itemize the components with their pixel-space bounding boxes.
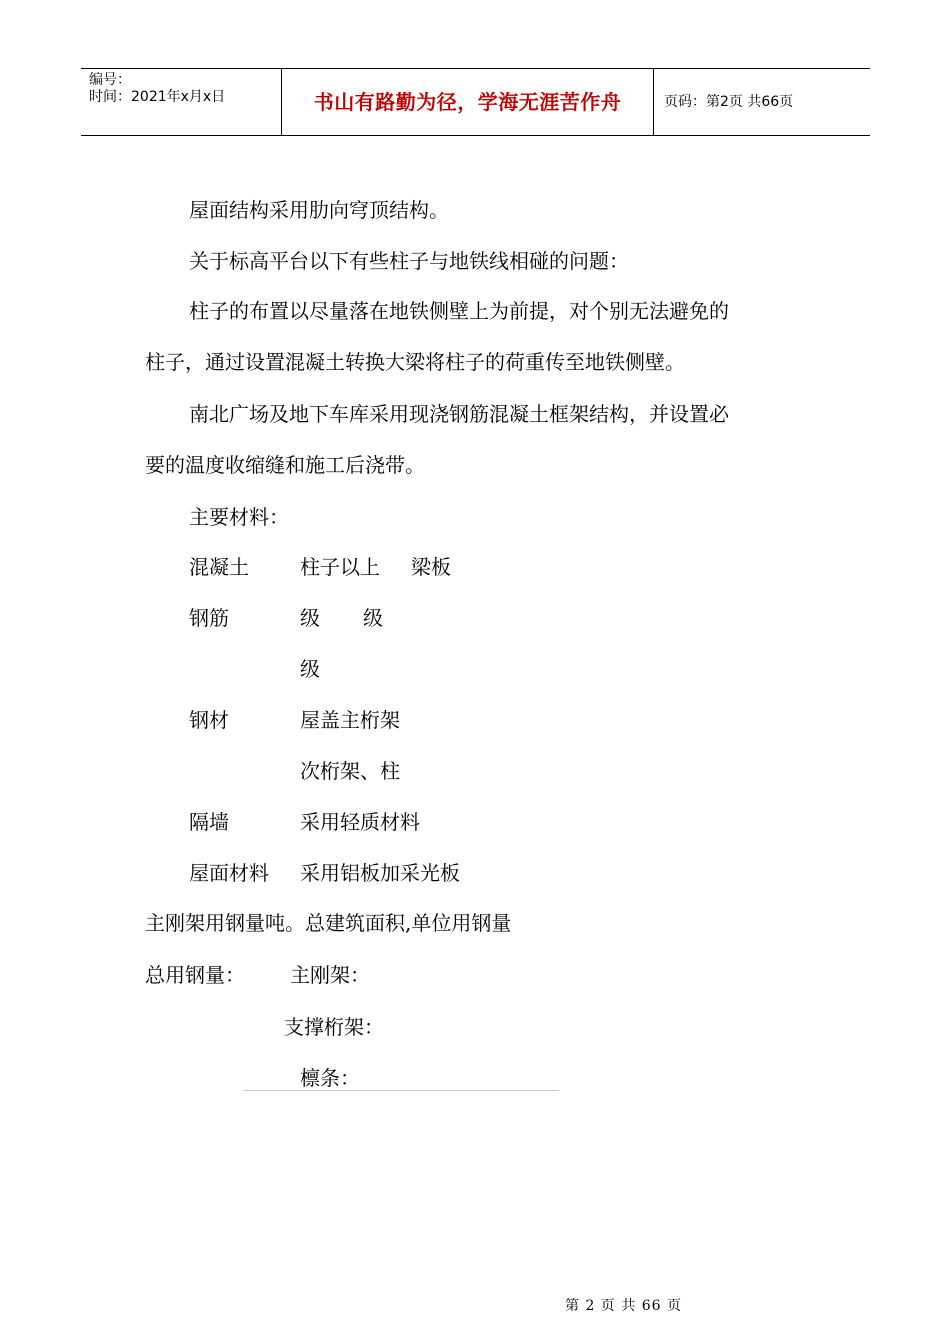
- page-header: [81, 68, 870, 136]
- purlin-label: 檩条：: [300, 1066, 360, 1090]
- material-roof-value: 采用铝板加采光板: [300, 861, 460, 885]
- material-rebar-grade-1: 级: [300, 606, 320, 630]
- materials-heading: 主要材料：: [189, 505, 289, 529]
- material-rebar-grade-2: 级: [363, 606, 383, 630]
- steel-usage-summary: 主刚架用钢量吨。总建筑面积,单位用钢量: [145, 911, 512, 935]
- material-steel-main-truss: 屋盖主桁架: [300, 708, 400, 732]
- document-date: 时间：2021年x月x日: [89, 89, 226, 105]
- material-concrete-columns: 柱子以上: [300, 555, 380, 579]
- total-steel-label: 总用钢量：: [145, 963, 245, 987]
- material-wall-label: 隔墙: [189, 810, 229, 834]
- paragraph-plaza-structure-2: 要的温度收缩缝和施工后浇带。: [145, 453, 425, 477]
- material-wall-value: 采用轻质材料: [300, 810, 420, 834]
- header-page-info: 页码：第2页 共66页: [664, 94, 794, 110]
- page-footer: 第 2 页 共 66 页: [565, 1298, 682, 1314]
- material-roof-label: 屋面材料: [189, 861, 269, 885]
- paragraph-column-layout-1: 柱子的布置以尽量落在地铁侧壁上为前提，对个别无法避免的: [189, 299, 729, 323]
- material-rebar-label: 钢筋: [189, 606, 229, 630]
- material-steel-secondary: 次桁架、柱: [300, 759, 400, 783]
- material-steel-label: 钢材: [189, 708, 229, 732]
- paragraph-column-layout-2: 柱子，通过设置混凝土转换大梁将柱子的荷重传至地铁侧壁。: [145, 350, 685, 374]
- header-motto: 书山有路勤为径，学海无涯苦作舟: [282, 69, 654, 135]
- material-concrete-label: 混凝土: [189, 555, 249, 579]
- divider-line: [243, 1090, 559, 1091]
- material-concrete-beams: 梁板: [411, 555, 451, 579]
- material-rebar-grade-3: 级: [300, 657, 320, 681]
- paragraph-column-issue: 关于标高平台以下有些柱子与地铁线相碰的问题：: [189, 249, 629, 273]
- paragraph-plaza-structure-1: 南北广场及地下车库采用现浇钢筋混凝土框架结构，并设置必: [189, 402, 729, 426]
- document-number-label: 编号：: [89, 72, 131, 88]
- support-truss-label: 支撑桁架：: [284, 1015, 384, 1039]
- header-meta: [81, 69, 282, 135]
- paragraph-roof-structure: 屋面结构采用肋向穹顶结构。: [189, 198, 449, 222]
- main-frame-label: 主刚架：: [290, 963, 370, 987]
